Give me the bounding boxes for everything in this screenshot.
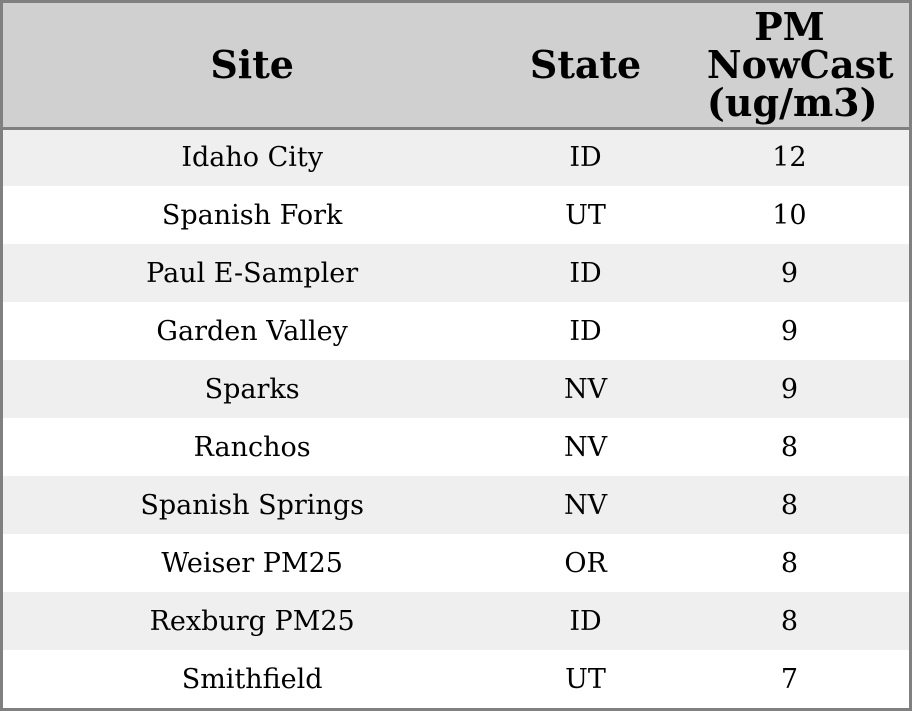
cell-pm-nowcast: 8 <box>670 592 909 650</box>
cell-state: NV <box>501 418 670 476</box>
cell-state: ID <box>501 128 670 186</box>
column-header-pm-nowcast-label: PM NowCast (ug/m3) <box>706 3 894 125</box>
table-row <box>3 302 909 360</box>
header-row <box>3 3 909 128</box>
cell-pm-nowcast: 9 <box>670 244 909 302</box>
cell-pm-nowcast: 8 <box>670 418 909 476</box>
cell-site: Garden Valley <box>3 302 501 360</box>
table-row <box>3 418 909 476</box>
cell-pm-nowcast: 8 <box>670 534 909 592</box>
table-row <box>3 476 909 534</box>
cell-pm-nowcast: 7 <box>670 650 909 708</box>
table-row <box>3 592 909 650</box>
column-header-site <box>3 3 501 128</box>
column-header-state-label: State <box>529 41 642 87</box>
table-row <box>3 360 909 418</box>
column-header-pm-nowcast <box>670 3 909 128</box>
cell-pm-nowcast: 9 <box>670 360 909 418</box>
cell-pm-nowcast: 9 <box>670 302 909 360</box>
cell-site: Paul E-Sampler <box>3 244 501 302</box>
cell-state: OR <box>501 534 670 592</box>
data-table <box>3 3 909 708</box>
cell-state: UT <box>501 650 670 708</box>
table-row <box>3 534 909 592</box>
cell-site: Rexburg PM25 <box>3 592 501 650</box>
cell-pm-nowcast: 12 <box>670 128 909 186</box>
table-row <box>3 244 909 302</box>
cell-state: ID <box>501 592 670 650</box>
cell-site: Idaho City <box>3 128 501 186</box>
cell-state: ID <box>501 244 670 302</box>
cell-pm-nowcast: 10 <box>670 186 909 244</box>
cell-state: UT <box>501 186 670 244</box>
column-header-site-label: Site <box>210 41 294 87</box>
cell-site: Sparks <box>3 360 501 418</box>
cell-state: NV <box>501 476 670 534</box>
cell-site: Spanish Springs <box>3 476 501 534</box>
cell-site: Ranchos <box>3 418 501 476</box>
cell-site: Smithfield <box>3 650 501 708</box>
table-row <box>3 186 909 244</box>
table-row <box>3 128 909 186</box>
table-body <box>3 128 909 708</box>
table-row <box>3 650 909 708</box>
cell-site: Spanish Fork <box>3 186 501 244</box>
cell-pm-nowcast: 8 <box>670 476 909 534</box>
cell-state: NV <box>501 360 670 418</box>
column-header-state <box>501 3 670 128</box>
cell-site: Weiser PM25 <box>3 534 501 592</box>
cell-state: ID <box>501 302 670 360</box>
